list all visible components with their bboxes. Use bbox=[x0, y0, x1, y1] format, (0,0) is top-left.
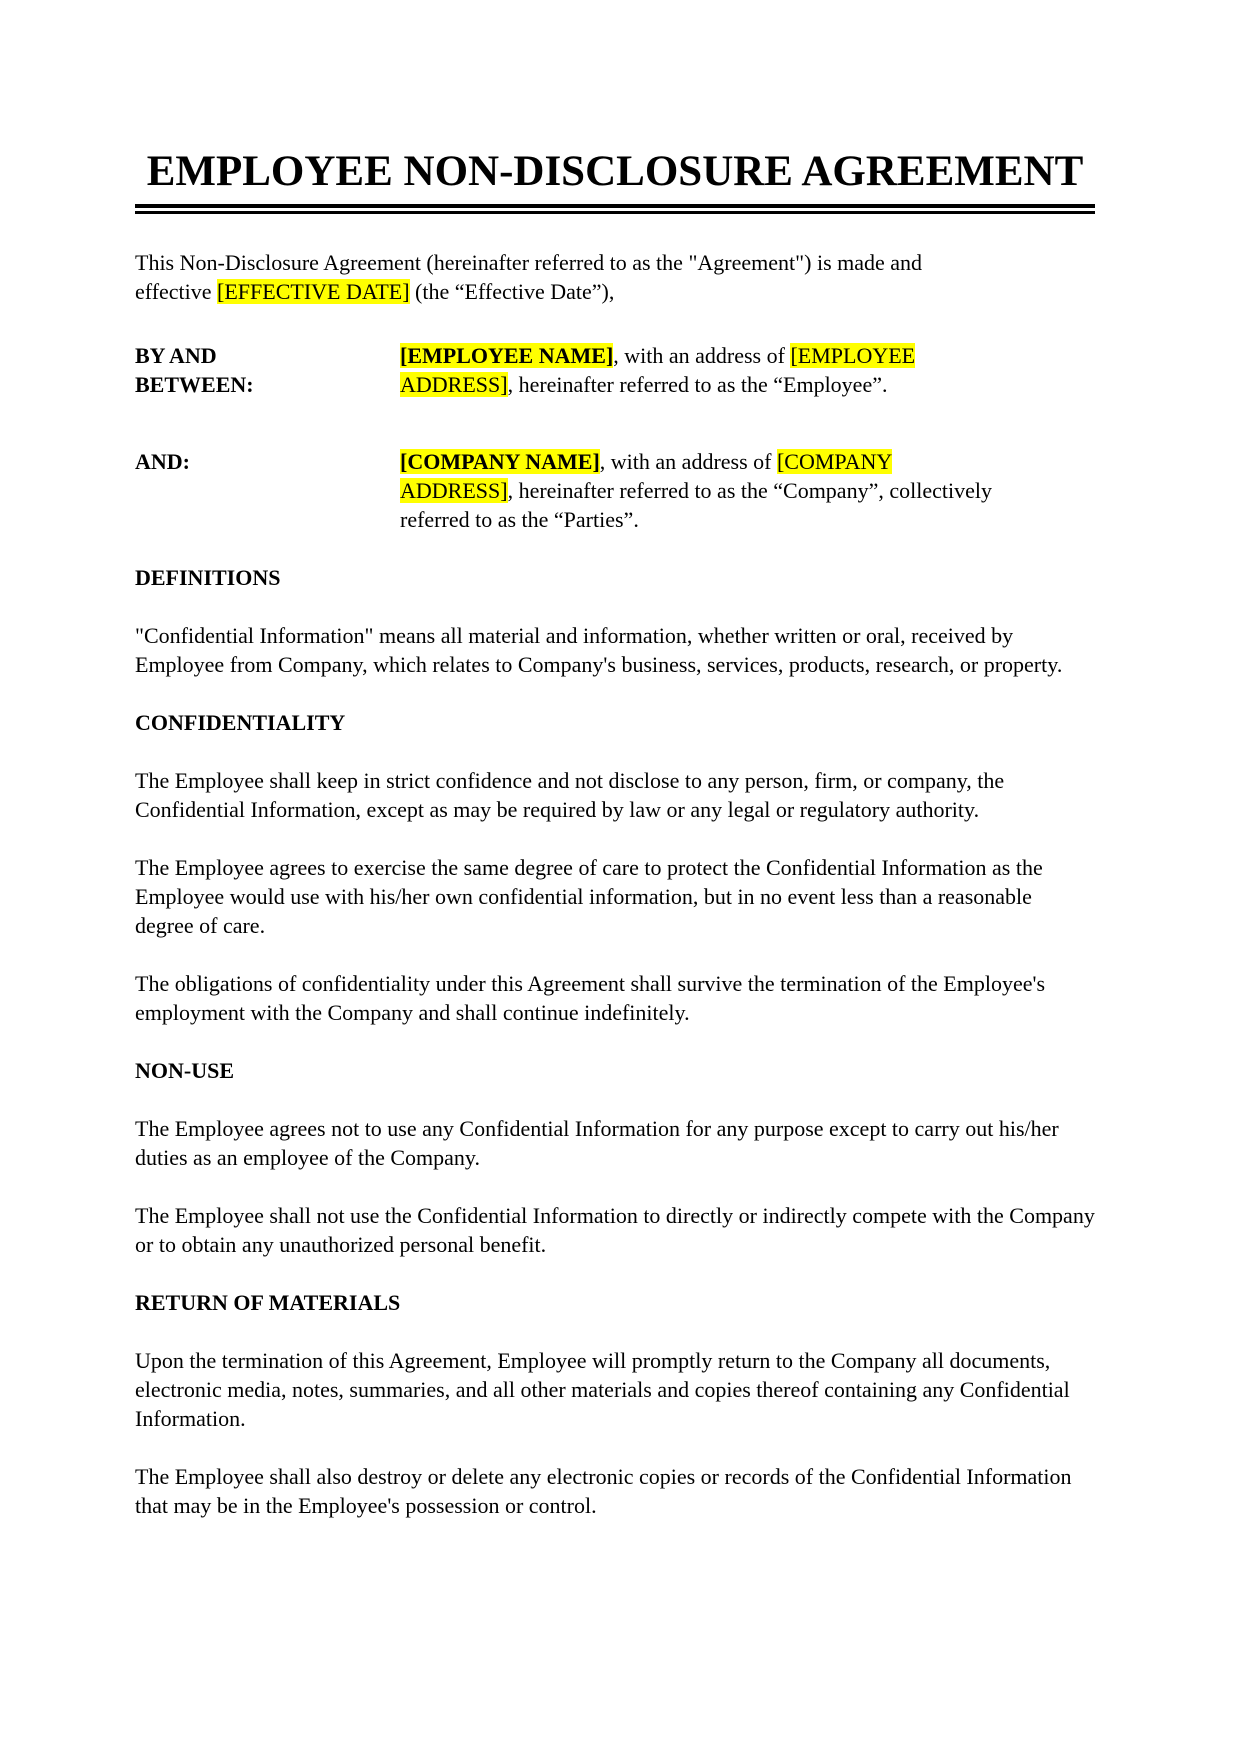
title-divider bbox=[135, 204, 1095, 214]
highlighted-placeholder: [EMPLOYEE NAME] bbox=[400, 343, 614, 368]
paragraph-definitions-1: "Confidential Information" means all material and information, whether written or oral, received by Employee from Company, which relates to Company's business, services, products, research, or property. bbox=[135, 623, 1063, 677]
intro-paragraph bbox=[135, 248, 1095, 306]
party-block-employee bbox=[135, 341, 1095, 399]
text-run: BY AND bbox=[135, 343, 217, 368]
paragraph-confidentiality-3: The obligations of confidentiality under this Agreement shall survive the termination of the Employee's employment with the Company and shall continue indefinitely. bbox=[135, 971, 1046, 1025]
text-run: , with an address of bbox=[599, 449, 777, 474]
highlighted-placeholder: ADDRESS] bbox=[400, 478, 508, 503]
party-text-company bbox=[400, 447, 1095, 534]
party-label-by-and-between bbox=[135, 341, 400, 399]
text-run: This Non-Disclosure Agreement (hereinafter referred to as the "Agreement") is made and bbox=[135, 250, 923, 275]
text-run: , hereinafter referred to as the “Employee”. bbox=[507, 372, 888, 397]
section-heading-definitions: DEFINITIONS bbox=[135, 565, 281, 590]
text-run: , hereinafter referred to as the “Company”, collectively bbox=[507, 478, 992, 503]
text-run: referred to as the “Parties”. bbox=[400, 507, 639, 532]
party-block-company bbox=[135, 447, 1095, 534]
paragraph-non-use-1: The Employee agrees not to use any Confidential Information for any purpose except to carry out his/her duties as an employee of the Company. bbox=[135, 1116, 1059, 1170]
text-run: AND: bbox=[135, 449, 190, 474]
paragraph-non-use-2: The Employee shall not use the Confidential Information to directly or indirectly compete with the Company or to obtain any unauthorized personal benefit. bbox=[135, 1203, 1095, 1257]
paragraph-return-of-materials-1: Upon the termination of this Agreement, Employee will promptly return to the Company all documents, electronic media, notes, summaries, and all other materials and copies thereof containing any Confidential Information. bbox=[135, 1348, 1070, 1431]
party-label-and bbox=[135, 447, 400, 534]
highlighted-placeholder: ADDRESS] bbox=[400, 372, 508, 397]
paragraph-confidentiality-2: The Employee agrees to exercise the same degree of care to protect the Confidential Information as the Employee would use with his/her own confidential information, but in no event less than a reasonable degree of care. bbox=[135, 855, 1043, 938]
section-heading-non-use: NON-USE bbox=[135, 1058, 235, 1083]
text-run: effective bbox=[135, 279, 218, 304]
party-text-employee bbox=[400, 341, 1095, 399]
highlighted-placeholder: [COMPANY NAME] bbox=[400, 449, 600, 474]
highlighted-placeholder: [EFFECTIVE DATE] bbox=[217, 279, 410, 304]
section-heading-return-of-materials: RETURN OF MATERIALS bbox=[135, 1290, 401, 1315]
paragraph-confidentiality-1: The Employee shall keep in strict confidence and not disclose to any person, firm, or company, the Confidential Information, except as may be required by law or any legal or regulatory authority. bbox=[135, 768, 1005, 822]
divider-line-bottom bbox=[135, 211, 1095, 214]
text-run: (the “Effective Date”), bbox=[409, 279, 615, 304]
text-run: BETWEEN: bbox=[135, 372, 254, 397]
section-heading-confidentiality: CONFIDENTIALITY bbox=[135, 710, 346, 735]
text-run: , with an address of bbox=[613, 343, 791, 368]
document-title: EMPLOYEE NON-DISCLOSURE AGREEMENT bbox=[146, 148, 1084, 195]
paragraph-return-of-materials-2: The Employee shall also destroy or delete any electronic copies or records of the Confidential Information that may be in the Employee's possession or control. bbox=[135, 1464, 1072, 1518]
highlighted-placeholder: [COMPANY bbox=[776, 449, 893, 474]
highlighted-placeholder: [EMPLOYEE bbox=[790, 343, 916, 368]
